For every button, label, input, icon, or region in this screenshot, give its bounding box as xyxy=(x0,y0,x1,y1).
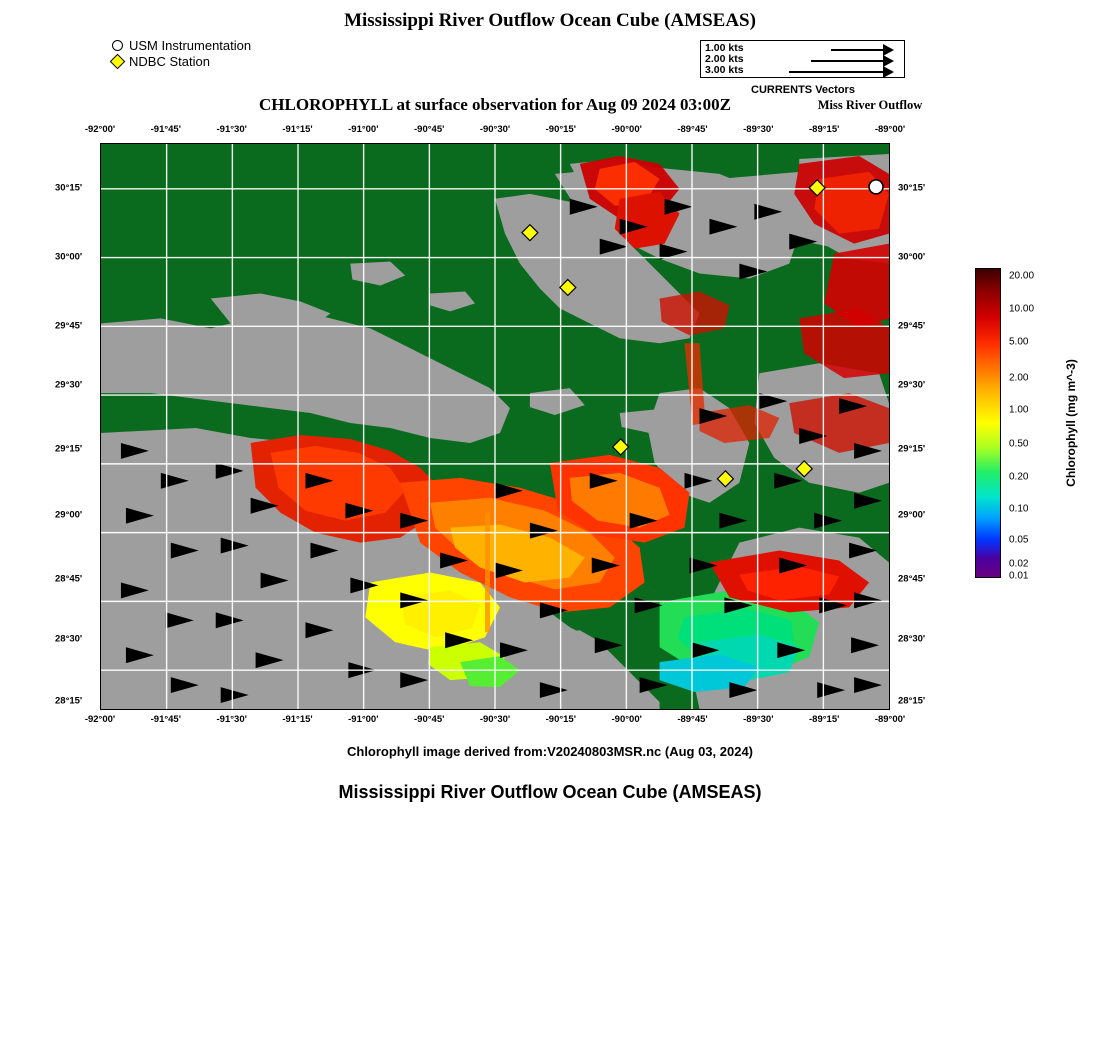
colorbar-tick: 0.20 xyxy=(1009,471,1029,483)
lon-tick-bottom: -90°45' xyxy=(414,714,445,725)
colorbar-tick: 0.01 xyxy=(1009,570,1029,582)
lat-tick-right: 30°00' xyxy=(898,251,926,263)
vector-shaft xyxy=(831,49,886,51)
lon-tick-top: -89°30' xyxy=(743,124,774,135)
colorbar-tick: 10.00 xyxy=(1009,303,1035,315)
lon-tick-top: -91°15' xyxy=(282,124,313,135)
yellow-diamond-marker-icon xyxy=(110,54,126,70)
lon-tick-top: -91°00' xyxy=(348,124,379,135)
vector-key-row xyxy=(701,65,904,77)
lon-tick-bottom: -91°15' xyxy=(282,714,313,725)
map-panel[interactable] xyxy=(100,143,890,710)
lon-tick-top: -90°45' xyxy=(414,124,445,135)
usm-marker-icon xyxy=(869,180,883,194)
lon-tick-bottom: -90°30' xyxy=(479,714,511,725)
lat-tick-left: 30°00' xyxy=(55,251,83,263)
derived-source-note: Chlorophyll image derived from:V20240803MSR.nc (Aug 03, 2024) xyxy=(346,744,754,759)
lon-tick-bottom: -92°00' xyxy=(84,714,116,725)
lon-tick-top: -91°30' xyxy=(216,124,247,135)
lon-tick-bottom: -91°45' xyxy=(150,714,181,725)
vector-shaft xyxy=(789,71,886,73)
map-canvas[interactable] xyxy=(101,144,889,709)
colorbar-gradient xyxy=(975,268,1001,578)
lon-tick-bottom: -90°00' xyxy=(611,714,642,725)
lon-tick-bottom: -91°00' xyxy=(348,714,379,725)
outflow-caption: Miss River Outflow xyxy=(817,98,923,112)
lat-tick-right: 29°15' xyxy=(898,443,926,455)
lat-tick-left: 28°15' xyxy=(55,695,83,707)
colorbar-tick: 1.00 xyxy=(1009,404,1029,416)
legend-ndbc-label: NDBC Station xyxy=(129,54,210,69)
colorbar-title: Chlorophyll (mg m^-3) xyxy=(1064,359,1078,487)
vector-key-caption: CURRENTS Vectors xyxy=(751,84,855,96)
lon-tick-bottom: -89°15' xyxy=(809,714,840,725)
lon-tick-top: -90°00' xyxy=(611,124,642,135)
vector-shaft xyxy=(811,60,886,62)
currents-vector-key xyxy=(700,40,905,78)
lon-tick-top: -90°15' xyxy=(545,124,576,135)
lat-tick-left: 29°00' xyxy=(55,509,83,521)
lon-tick-bottom: -89°30' xyxy=(743,714,774,725)
vector-key-label: 1.00 kts xyxy=(705,42,744,54)
lat-tick-right: 29°30' xyxy=(898,379,926,391)
colorbar-tick: 0.50 xyxy=(1009,438,1029,450)
lon-tick-bottom: -91°30' xyxy=(216,714,247,725)
vector-arrowhead-icon xyxy=(883,66,894,78)
lat-tick-left: 29°45' xyxy=(55,320,83,332)
legend-item-usm xyxy=(112,38,251,53)
vector-key-label: 2.00 kts xyxy=(705,53,744,65)
colorbar-tick: 0.05 xyxy=(1009,534,1029,546)
lon-tick-bottom: -89°45' xyxy=(677,714,708,725)
lon-tick-top: -89°15' xyxy=(809,124,840,135)
colorbar-tick: 20.00 xyxy=(1009,270,1035,282)
lon-tick-top: -89°00' xyxy=(874,124,906,135)
legend-item-ndbc xyxy=(112,54,210,69)
lon-tick-top: -92°00' xyxy=(84,124,116,135)
legend-usm-label: USM Instrumentation xyxy=(129,38,252,53)
lon-tick-top: -91°45' xyxy=(150,124,181,135)
lon-tick-bottom: -90°15' xyxy=(545,714,576,725)
open-circle-marker-icon xyxy=(112,40,123,51)
lat-tick-right: 28°15' xyxy=(898,695,926,707)
lat-tick-right: 29°00' xyxy=(898,509,926,521)
colorbar-tick: 5.00 xyxy=(1009,336,1029,348)
vector-key-label: 3.00 kts xyxy=(705,64,744,76)
lat-tick-left: 29°30' xyxy=(55,379,83,391)
lat-tick-left: 28°30' xyxy=(55,633,83,645)
lat-tick-left: 30°15' xyxy=(55,182,83,194)
colorbar-tick: 2.00 xyxy=(1009,372,1029,384)
lat-tick-left: 29°15' xyxy=(55,443,83,455)
lon-tick-bottom: -89°00' xyxy=(874,714,906,725)
lat-tick-right: 28°45' xyxy=(898,573,926,585)
lat-tick-left: 28°45' xyxy=(55,573,83,585)
page-title: Mississippi River Outflow Ocean Cube (AMSEAS) xyxy=(344,10,756,31)
lat-tick-right: 29°45' xyxy=(898,320,926,332)
lon-tick-top: -90°30' xyxy=(479,124,511,135)
colorbar-panel xyxy=(975,268,1095,588)
lon-tick-top: -89°45' xyxy=(677,124,708,135)
lat-tick-right: 28°30' xyxy=(898,633,926,645)
lat-tick-right: 30°15' xyxy=(898,182,926,194)
bottom-title: Mississippi River Outflow Ocean Cube (AMSEAS) xyxy=(338,782,762,802)
map-subtitle: CHLOROPHYLL at surface observation for Aug 09 2024 03:00Z xyxy=(259,95,731,114)
colorbar-tick: 0.10 xyxy=(1009,503,1029,515)
colorbar-tick: 0.02 xyxy=(1009,558,1029,570)
